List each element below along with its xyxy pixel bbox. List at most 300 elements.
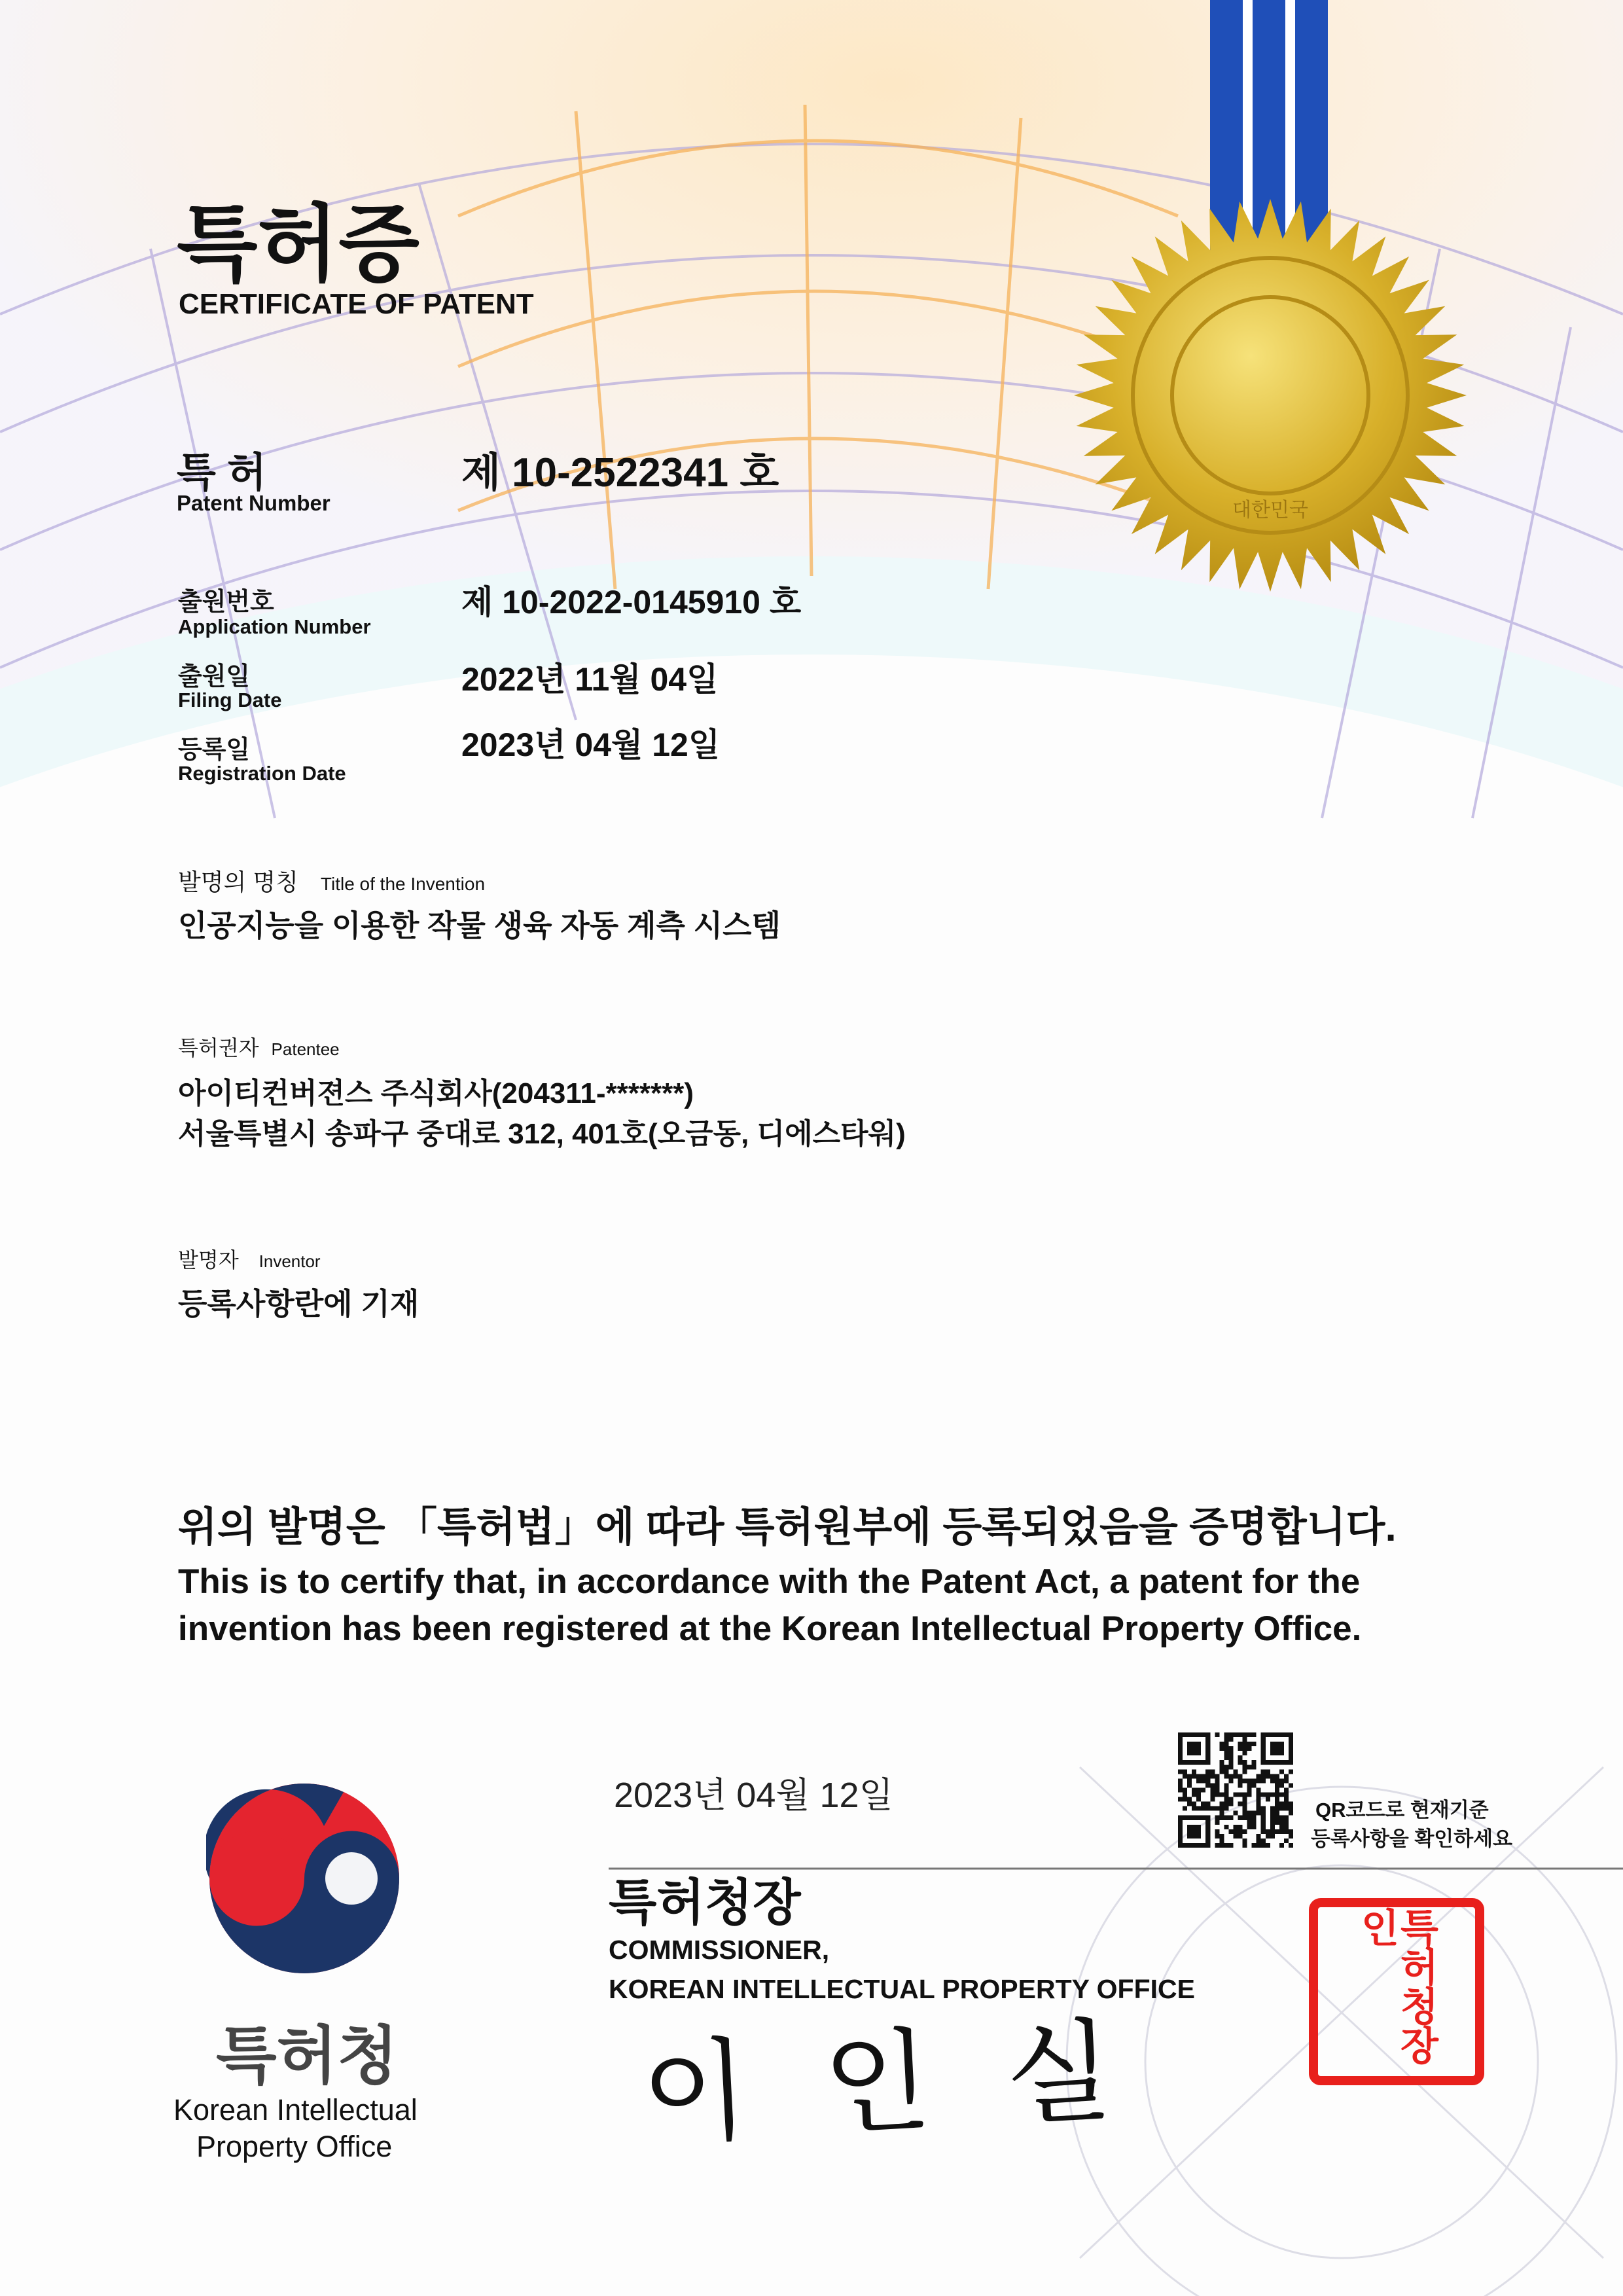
- qr-module: [1279, 1820, 1284, 1825]
- qr-module: [1196, 1816, 1201, 1820]
- qr-module: [1224, 1806, 1228, 1811]
- kipo-name-ko: 특허청: [216, 2006, 398, 2096]
- qr-module: [1219, 1802, 1224, 1806]
- qr-module: [1196, 1829, 1201, 1834]
- qr-module: [1187, 1816, 1192, 1820]
- qr-module: [1219, 1746, 1224, 1751]
- qr-module: [1233, 1825, 1238, 1829]
- qr-module: [1205, 1737, 1210, 1742]
- qr-module: [1247, 1742, 1252, 1746]
- qr-module: [1210, 1806, 1215, 1811]
- qr-module: [1210, 1783, 1215, 1787]
- qr-module: [1261, 1843, 1266, 1848]
- qr-module: [1238, 1783, 1243, 1787]
- qr-module: [1252, 1811, 1257, 1816]
- qr-module: [1252, 1816, 1257, 1820]
- inventor-value: 등록사항란에 기재: [178, 1280, 419, 1323]
- qr-module: [1205, 1834, 1210, 1839]
- qr-module: [1210, 1774, 1215, 1778]
- gold-seal-text: 대한민국: [1232, 499, 1308, 521]
- registration-date-label: 등록일: [178, 729, 250, 765]
- qr-module: [1228, 1816, 1233, 1820]
- qr-module: [1270, 1793, 1275, 1797]
- qr-module: [1192, 1774, 1196, 1778]
- qr-module: [1266, 1797, 1270, 1802]
- qr-module: [1247, 1793, 1252, 1797]
- qr-module: [1196, 1742, 1201, 1746]
- qr-module: [1187, 1760, 1192, 1765]
- qr-module: [1243, 1760, 1247, 1765]
- qr-module: [1257, 1797, 1261, 1802]
- patentee-label-ko: 특허권자: [178, 1036, 259, 1060]
- qr-module: [1215, 1732, 1219, 1737]
- filing-date-value: 2022년 11월 04일: [461, 653, 718, 700]
- qr-module: [1279, 1802, 1284, 1806]
- qr-module: [1261, 1811, 1266, 1816]
- qr-module: [1289, 1783, 1293, 1787]
- qr-module: [1284, 1839, 1289, 1843]
- qr-module: [1178, 1783, 1183, 1787]
- qr-module: [1215, 1829, 1219, 1834]
- qr-module: [1284, 1778, 1289, 1783]
- qr-module: [1205, 1732, 1210, 1737]
- qr-module: [1187, 1829, 1192, 1834]
- qr-module: [1205, 1816, 1210, 1820]
- qr-module: [1224, 1825, 1228, 1829]
- qr-module: [1192, 1732, 1196, 1737]
- qr-module: [1183, 1793, 1187, 1797]
- qr-module: [1284, 1732, 1289, 1737]
- qr-module: [1275, 1816, 1279, 1820]
- qr-module: [1261, 1746, 1266, 1751]
- qr-module: [1228, 1737, 1233, 1742]
- qr-module: [1205, 1778, 1210, 1783]
- qr-module: [1219, 1765, 1224, 1769]
- qr-module: [1178, 1843, 1183, 1848]
- qr-module: [1196, 1797, 1201, 1802]
- qr-module: [1257, 1787, 1261, 1792]
- qr-module: [1289, 1806, 1293, 1811]
- qr-module: [1178, 1797, 1183, 1802]
- commissioner-title-en-1: COMMISSIONER,: [609, 1935, 829, 1965]
- qr-module: [1243, 1769, 1247, 1774]
- qr-module: [1243, 1802, 1247, 1806]
- qr-module: [1243, 1765, 1247, 1769]
- qr-module: [1275, 1806, 1279, 1811]
- qr-module: [1224, 1802, 1228, 1806]
- qr-module: [1270, 1811, 1275, 1816]
- qr-module: [1187, 1783, 1192, 1787]
- qr-module: [1233, 1829, 1238, 1834]
- qr-module: [1205, 1806, 1210, 1811]
- qr-module: [1178, 1742, 1183, 1746]
- qr-module: [1187, 1751, 1192, 1755]
- qr-module: [1252, 1732, 1257, 1737]
- invention-title-label-ko: 발명의 명칭: [178, 869, 298, 895]
- qr-module: [1183, 1816, 1187, 1820]
- qr-module: [1279, 1732, 1284, 1737]
- qr-module: [1257, 1806, 1261, 1811]
- qr-module: [1205, 1829, 1210, 1834]
- qr-module: [1187, 1774, 1192, 1778]
- qr-module: [1205, 1802, 1210, 1806]
- qr-module: [1279, 1783, 1284, 1787]
- qr-module: [1201, 1843, 1205, 1848]
- qr-module: [1215, 1820, 1219, 1825]
- qr-module: [1284, 1820, 1289, 1825]
- qr-module: [1219, 1793, 1224, 1797]
- qr-module: [1187, 1778, 1192, 1783]
- qr-module: [1228, 1802, 1233, 1806]
- qr-module: [1247, 1765, 1252, 1769]
- qr-module: [1187, 1746, 1192, 1751]
- qr-module: [1233, 1732, 1238, 1737]
- qr-module: [1257, 1793, 1261, 1797]
- qr-module: [1178, 1751, 1183, 1755]
- qr-module: [1219, 1769, 1224, 1774]
- qr-module: [1178, 1755, 1183, 1760]
- qr-module: [1215, 1778, 1219, 1783]
- qr-module: [1289, 1843, 1293, 1848]
- qr-module: [1187, 1742, 1192, 1746]
- qr-module: [1219, 1811, 1224, 1816]
- qr-module: [1178, 1820, 1183, 1825]
- invention-title-label: [178, 864, 485, 897]
- qr-module: [1178, 1778, 1183, 1783]
- qr-module: [1252, 1765, 1257, 1769]
- qr-module: [1178, 1769, 1183, 1774]
- qr-module: [1279, 1751, 1284, 1755]
- qr-module: [1243, 1746, 1247, 1751]
- qr-module: [1289, 1746, 1293, 1751]
- certification-statement-en-2: invention has been registered at the Korean Intellectual Property Office.: [178, 1609, 1361, 1649]
- qr-module: [1192, 1829, 1196, 1834]
- application-number-label: 출원번호: [178, 581, 274, 617]
- qr-module: [1289, 1751, 1293, 1755]
- qr-module: [1261, 1769, 1266, 1774]
- certification-statement-en-1: This is to certify that, in accordance with the Patent Act, a patent for the: [178, 1562, 1360, 1602]
- qr-module: [1183, 1787, 1187, 1792]
- qr-module: [1178, 1825, 1183, 1829]
- qr-module: [1178, 1839, 1183, 1843]
- qr-module: [1270, 1816, 1275, 1820]
- qr-module: [1279, 1829, 1284, 1834]
- qr-module: [1192, 1787, 1196, 1792]
- qr-module: [1224, 1843, 1228, 1848]
- qr-module: [1243, 1737, 1247, 1742]
- qr-module: [1224, 1774, 1228, 1778]
- qr-module: [1266, 1843, 1270, 1848]
- qr-module: [1257, 1778, 1261, 1783]
- qr-module: [1284, 1825, 1289, 1829]
- qr-module: [1257, 1811, 1261, 1816]
- qr-module: [1252, 1742, 1257, 1746]
- qr-module: [1261, 1760, 1266, 1765]
- commissioner-title-ko: 특허청장: [609, 1863, 801, 1934]
- qr-module: [1192, 1806, 1196, 1811]
- issue-date: 2023년 04월 12일: [614, 1767, 893, 1818]
- qr-module: [1275, 1829, 1279, 1834]
- qr-module: [1224, 1755, 1228, 1760]
- qr-module: [1257, 1843, 1261, 1848]
- qr-module: [1243, 1843, 1247, 1848]
- qr-code[interactable]: [1178, 1732, 1293, 1848]
- qr-module: [1238, 1793, 1243, 1797]
- qr-module: [1205, 1843, 1210, 1848]
- qr-module: [1279, 1816, 1284, 1820]
- qr-module: [1261, 1816, 1266, 1820]
- qr-module: [1279, 1746, 1284, 1751]
- qr-module: [1196, 1793, 1201, 1797]
- qr-module: [1196, 1774, 1201, 1778]
- qr-module: [1243, 1751, 1247, 1755]
- qr-module: [1238, 1732, 1243, 1737]
- qr-module: [1201, 1760, 1205, 1765]
- qr-module: [1243, 1829, 1247, 1834]
- qr-module: [1270, 1834, 1275, 1839]
- qr-module: [1261, 1737, 1266, 1742]
- qr-module: [1243, 1778, 1247, 1783]
- qr-module: [1261, 1806, 1266, 1811]
- filing-date-label-en: Filing Date: [178, 689, 281, 712]
- qr-module: [1228, 1746, 1233, 1751]
- qr-module: [1183, 1843, 1187, 1848]
- qr-module: [1205, 1774, 1210, 1778]
- qr-module: [1233, 1774, 1238, 1778]
- qr-module: [1224, 1746, 1228, 1751]
- qr-module: [1224, 1783, 1228, 1787]
- qr-module: [1257, 1834, 1261, 1839]
- commissioner-signature: 이 인 실: [639, 2009, 1136, 2157]
- qr-module: [1275, 1811, 1279, 1816]
- kipo-name-en-1: Korean Intellectual: [173, 2093, 418, 2127]
- qr-module: [1275, 1793, 1279, 1797]
- qr-module: [1247, 1783, 1252, 1787]
- qr-module: [1270, 1742, 1275, 1746]
- qr-module: [1215, 1774, 1219, 1778]
- qr-module: [1270, 1806, 1275, 1811]
- qr-module: [1192, 1802, 1196, 1806]
- qr-module: [1284, 1806, 1289, 1811]
- qr-module: [1196, 1834, 1201, 1839]
- qr-module: [1205, 1755, 1210, 1760]
- qr-module: [1192, 1816, 1196, 1820]
- qr-module: [1205, 1839, 1210, 1843]
- qr-module: [1192, 1742, 1196, 1746]
- qr-module: [1228, 1751, 1233, 1755]
- qr-module: [1178, 1834, 1183, 1839]
- kipo-taegeuk-logo: [206, 1780, 402, 1977]
- qr-module: [1224, 1732, 1228, 1737]
- qr-module: [1210, 1769, 1215, 1774]
- qr-module: [1238, 1778, 1243, 1783]
- qr-module: [1270, 1746, 1275, 1751]
- qr-module: [1270, 1751, 1275, 1755]
- inventor-label-en: Inventor: [259, 1251, 321, 1271]
- qr-module: [1219, 1839, 1224, 1843]
- qr-module: [1233, 1769, 1238, 1774]
- qr-module: [1252, 1820, 1257, 1825]
- qr-module: [1279, 1769, 1284, 1774]
- certificate-title-ko: 특허증: [177, 177, 419, 297]
- qr-module: [1233, 1811, 1238, 1816]
- patent-number-label: 특 허: [177, 440, 266, 498]
- qr-module: [1261, 1774, 1266, 1778]
- qr-module: [1275, 1732, 1279, 1737]
- qr-module: [1215, 1793, 1219, 1797]
- qr-module: [1247, 1816, 1252, 1820]
- qr-module: [1252, 1825, 1257, 1829]
- qr-module: [1289, 1732, 1293, 1737]
- qr-module: [1279, 1760, 1284, 1765]
- qr-module: [1279, 1806, 1284, 1811]
- qr-module: [1289, 1811, 1293, 1816]
- patent-number-value: 제 10-2522341 호: [461, 440, 779, 498]
- qr-module: [1228, 1829, 1233, 1834]
- qr-module: [1205, 1769, 1210, 1774]
- qr-module: [1178, 1760, 1183, 1765]
- qr-module: [1261, 1751, 1266, 1755]
- qr-module: [1215, 1843, 1219, 1848]
- qr-module: [1224, 1787, 1228, 1792]
- qr-instruction-1: QR코드로 현재기준: [1315, 1793, 1489, 1823]
- qr-module: [1270, 1774, 1275, 1778]
- qr-module: [1275, 1802, 1279, 1806]
- qr-module: [1247, 1732, 1252, 1737]
- qr-module: [1224, 1793, 1228, 1797]
- qr-module: [1196, 1751, 1201, 1755]
- certification-statement-ko: 위의 발명은 「특허법」에 따라 특허원부에 등록되었음을 증명합니다.: [178, 1494, 1397, 1552]
- qr-module: [1178, 1787, 1183, 1792]
- qr-module: [1261, 1793, 1266, 1797]
- qr-module: [1215, 1787, 1219, 1792]
- qr-module: [1192, 1751, 1196, 1755]
- qr-module: [1201, 1802, 1205, 1806]
- qr-module: [1224, 1751, 1228, 1755]
- qr-module: [1219, 1760, 1224, 1765]
- qr-module: [1247, 1820, 1252, 1825]
- qr-module: [1270, 1732, 1275, 1737]
- qr-module: [1289, 1829, 1293, 1834]
- qr-module: [1187, 1825, 1192, 1829]
- qr-module: [1289, 1742, 1293, 1746]
- qr-module: [1228, 1797, 1233, 1802]
- qr-module: [1252, 1783, 1257, 1787]
- qr-module: [1228, 1760, 1233, 1765]
- qr-module: [1201, 1816, 1205, 1820]
- qr-module: [1205, 1820, 1210, 1825]
- qr-module: [1178, 1746, 1183, 1751]
- qr-module: [1192, 1746, 1196, 1751]
- qr-module: [1187, 1802, 1192, 1806]
- qr-module: [1183, 1806, 1187, 1811]
- qr-module: [1187, 1843, 1192, 1848]
- application-number-label-en: Application Number: [178, 615, 371, 639]
- qr-module: [1201, 1774, 1205, 1778]
- qr-module: [1210, 1793, 1215, 1797]
- qr-module: [1219, 1834, 1224, 1839]
- qr-module: [1252, 1843, 1257, 1848]
- qr-module: [1247, 1778, 1252, 1783]
- qr-module: [1261, 1732, 1266, 1737]
- qr-module: [1289, 1755, 1293, 1760]
- qr-module: [1224, 1765, 1228, 1769]
- qr-module: [1284, 1816, 1289, 1820]
- qr-module: [1270, 1825, 1275, 1829]
- qr-module: [1233, 1793, 1238, 1797]
- qr-module: [1257, 1839, 1261, 1843]
- qr-module: [1284, 1829, 1289, 1834]
- qr-module: [1201, 1732, 1205, 1737]
- qr-module: [1238, 1760, 1243, 1765]
- qr-module: [1215, 1783, 1219, 1787]
- qr-module: [1243, 1793, 1247, 1797]
- commissioner-title-en-2: KOREAN INTELLECTUAL PROPERTY OFFICE: [609, 1974, 1195, 2005]
- inventor-label: [178, 1244, 321, 1274]
- qr-module: [1196, 1843, 1201, 1848]
- qr-module: [1252, 1778, 1257, 1783]
- qr-module: [1279, 1825, 1284, 1829]
- qr-module: [1279, 1843, 1284, 1848]
- patent-number-label-en: Patent Number: [177, 491, 330, 516]
- registration-date-label-en: Registration Date: [178, 762, 346, 785]
- application-number-value: 제 10-2022-0145910 호: [461, 576, 801, 623]
- qr-module: [1196, 1760, 1201, 1765]
- qr-module: [1238, 1742, 1243, 1746]
- qr-module: [1261, 1820, 1266, 1825]
- qr-module: [1205, 1751, 1210, 1755]
- qr-module: [1210, 1787, 1215, 1792]
- patentee-name: 아이티컨버젼스 주식회사(204311-*******): [178, 1069, 694, 1111]
- qr-module: [1228, 1765, 1233, 1769]
- qr-module: [1257, 1802, 1261, 1806]
- qr-module: [1257, 1774, 1261, 1778]
- qr-module: [1219, 1806, 1224, 1811]
- qr-module: [1238, 1825, 1243, 1829]
- qr-module: [1219, 1843, 1224, 1848]
- qr-module: [1192, 1769, 1196, 1774]
- qr-module: [1243, 1816, 1247, 1820]
- qr-module: [1201, 1787, 1205, 1792]
- qr-module: [1210, 1797, 1215, 1802]
- qr-module: [1187, 1732, 1192, 1737]
- qr-module: [1201, 1778, 1205, 1783]
- qr-module: [1192, 1843, 1196, 1848]
- qr-module: [1196, 1746, 1201, 1751]
- qr-module: [1183, 1774, 1187, 1778]
- official-red-seal: [1309, 1898, 1484, 2085]
- qr-module: [1187, 1834, 1192, 1839]
- qr-module: [1275, 1820, 1279, 1825]
- qr-module: [1247, 1825, 1252, 1829]
- qr-module: [1289, 1769, 1293, 1774]
- qr-module: [1205, 1746, 1210, 1751]
- qr-module: [1196, 1825, 1201, 1829]
- qr-module: [1192, 1825, 1196, 1829]
- qr-module: [1205, 1825, 1210, 1829]
- invention-title-value: 인공지능을 이용한 작물 생육 자동 계측 시스템: [178, 902, 781, 945]
- qr-module: [1270, 1760, 1275, 1765]
- qr-module: [1275, 1783, 1279, 1787]
- qr-module: [1183, 1797, 1187, 1802]
- qr-module: [1247, 1746, 1252, 1751]
- qr-module: [1238, 1755, 1243, 1760]
- qr-module: [1228, 1732, 1233, 1737]
- qr-module: [1196, 1778, 1201, 1783]
- qr-module: [1228, 1755, 1233, 1760]
- qr-module: [1284, 1802, 1289, 1806]
- qr-module: [1224, 1769, 1228, 1774]
